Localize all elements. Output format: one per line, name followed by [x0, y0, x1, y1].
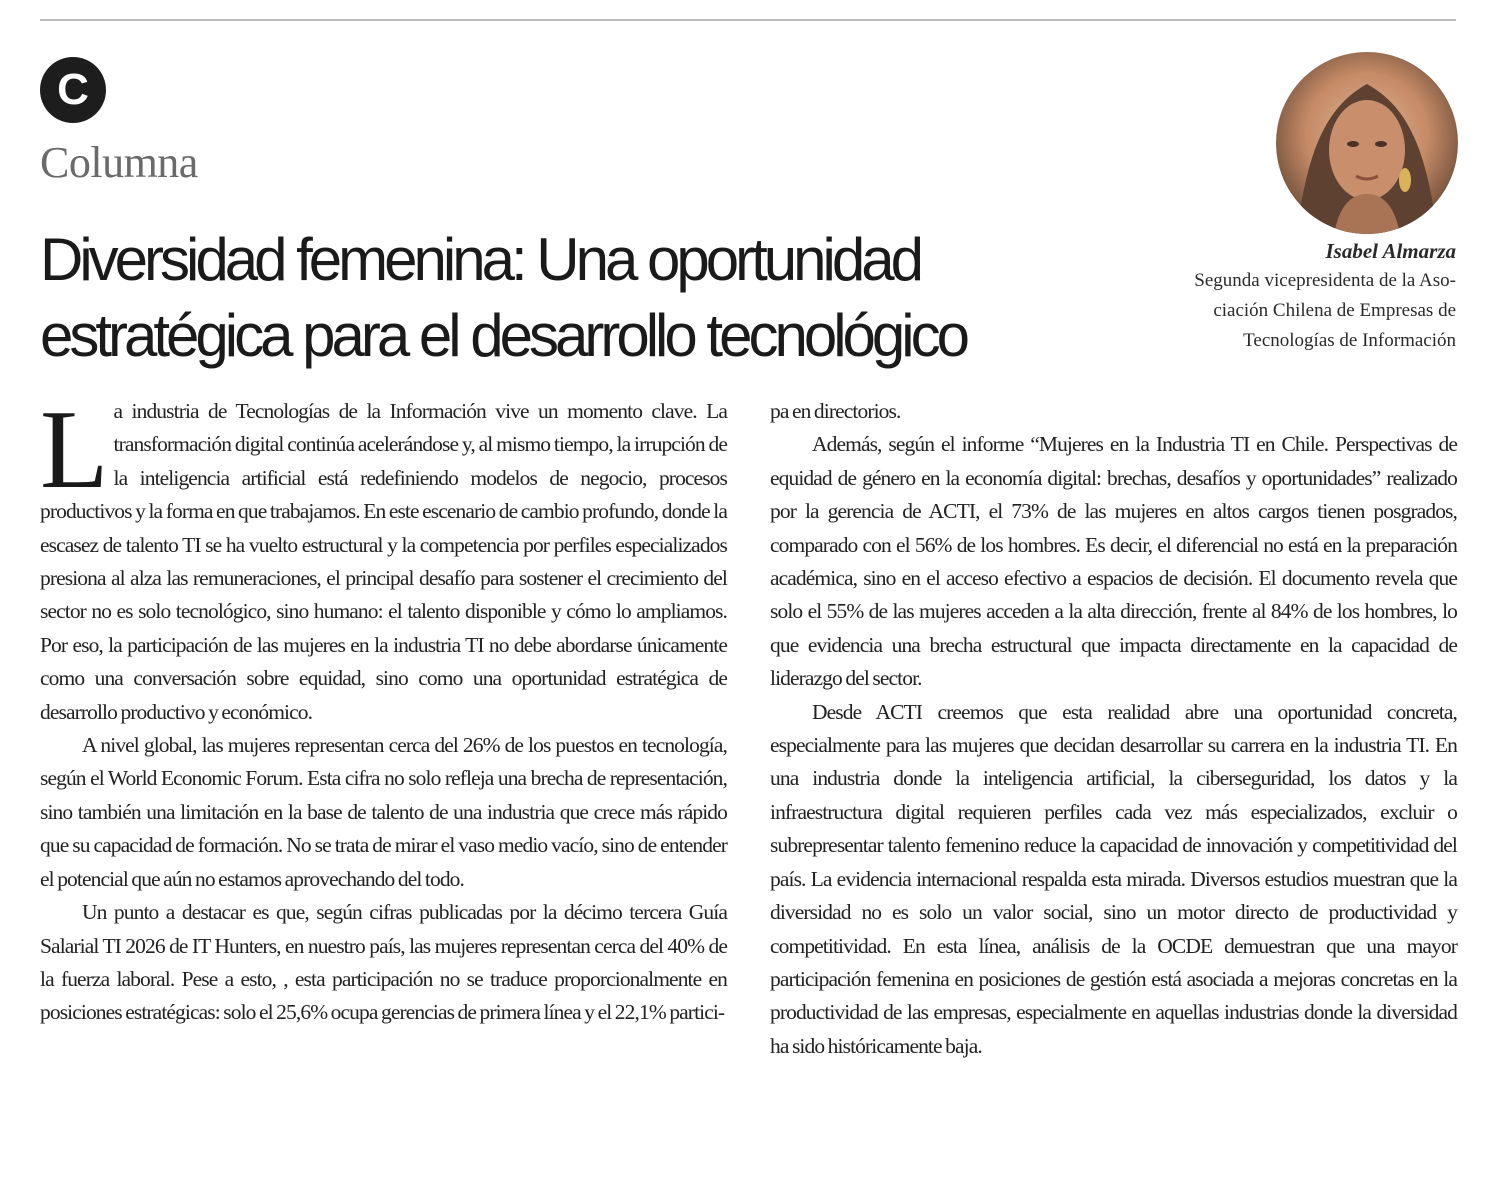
headline-line-1: Diversidad femenina: Una oportunidad: [40, 226, 920, 293]
article-paragraph: Desde ACTI creemos que esta realidad abre una oportunidad concreta, especialmente para las mujeres que decidan desarrollar su carrera en la industria TI. En una industria donde la inteligencia artificial, la ciberseguridad, los datos y la infraestructura digital requieren perfiles cada vez más especializados, excluir o subrepresentar talento femenino reduce la capacidad de innovación y competitividad del país. La evidencia internacional respalda esta mirada. Diversos estudios muestran que la diversidad no es solo un valor social, sino un motor directo de productividad y competitividad. En esta línea, análisis de la OCDE demuestran que una mayor participación femenina en posiciones de gestión está asociada a mejoras concretas en la productividad de las empresas, especialmente en aquellas industrias donde la diversidad ha sido históricamente baja.: [770, 699, 1457, 1058]
article-paragraph: Un punto a destacar es que, según cifras publicadas por la décimo tercera Guía Salarial TI 2026 de IT Hunters, en nuestro país, las mujeres representan cerca del 40% de la fuerza laboral. Pese a esto, , esta participación no se traduce proporcionalmente en posiciones estratégicas: solo el 25,6% ocupa gerencias de primera línea y el 22,1% partici-: [40, 900, 727, 1025]
author-photo: [1276, 52, 1458, 234]
author-byline: [1194, 236, 1456, 356]
paragraph-text: a industria de Tecnologías de la Información vive un momento clave. La transformación digital continúa acelerándose y, al mismo tiempo, la irrupción de la inteligencia artificial está redefiniendo modelos de negocio, procesos productivos y la forma en que trabajamos. En este escenario de cambio profundo, donde la escasez de talento TI se ha vuelto estructural y la competencia por perfiles especializados presiona al alza las remuneraciones, el principal desafío para sostener el crecimiento del sector no es solo tecnológico, sino humano: el talento disponible y cómo lo ampliamos. Por eso, la participación de las mujeres en la industria TI no debe abordarse únicamente como una conversación sobre equidad, sino como una oportunidad estratégica de desarrollo productivo y económico.: [40, 399, 727, 724]
author-portrait-image: [1276, 52, 1458, 234]
section-badge: C: [40, 57, 106, 123]
headline: [40, 222, 1100, 374]
article-column-1: [40, 388, 727, 1030]
top-rule: [40, 19, 1456, 21]
author-role-line-2: ciación Chilena de Empresas de: [1213, 300, 1456, 321]
headline-line-2: estratégica para el desarrollo tecnológico: [40, 302, 966, 369]
article-column-2: [770, 395, 1457, 1063]
section-label: Columna: [40, 138, 198, 187]
article-paragraph: [40, 388, 727, 729]
article-paragraph: Además, según el informe “Mujeres en la Industria TI en Chile. Perspectivas de equidad de género en la economía digital: brechas, desafíos y oportunidades” realizado por la gerencia de ACTI, el 73% de las mujeres en altos cargos tienen posgrados, comparado con el 56% de los hombres. Es decir, el diferencial no está en la preparación académica, sino en el acceso efectivo a espacios de decisión. El documento revela que solo el 55% de las mujeres acceden a la alta dirección, frente al 84% de los hombres, lo que evidencia una brecha estructural que impacta directamente en la capacidad de liderazgo del sector.: [770, 432, 1457, 691]
article-paragraph-continuation: pa en directorios.: [770, 399, 901, 423]
author-role-line-1: Segunda vicepresidenta de la Aso-: [1194, 270, 1456, 291]
author-name: Isabel Almarza: [1325, 239, 1456, 263]
author-role-line-3: Tecnologías de Información: [1243, 330, 1456, 351]
article-paragraph: A nivel global, las mujeres representan cerca del 26% de los puestos en tecnología, según el World Economic Forum. Esta cifra no solo refleja una brecha de representación, sino también una limitación en la base de talento de una industria que crece más rápido que su capacidad de formación. No se trata de mirar el vaso medio vacío, sino de entender el potencial que aún no estamos aprovechando del todo.: [40, 733, 727, 891]
drop-cap: L: [40, 388, 108, 512]
